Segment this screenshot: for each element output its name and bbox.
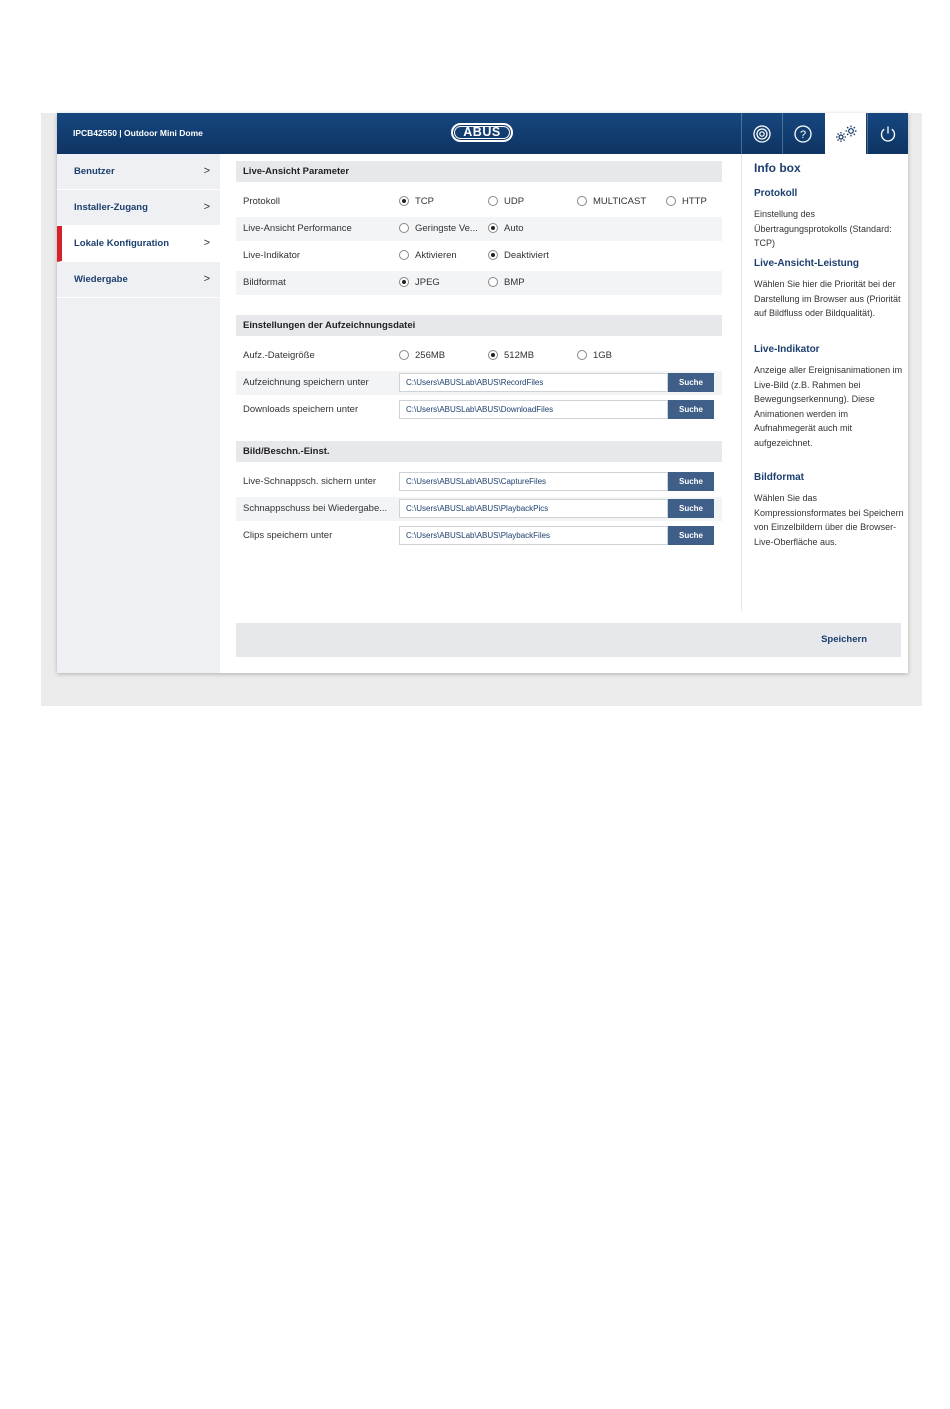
info-heading-bildformat: Bildformat	[754, 472, 804, 483]
record-path-field[interactable]: C:\Users\ABUSLab\ABUS\RecordFiles	[399, 373, 668, 392]
row-label: Live-Ansicht Performance	[243, 223, 352, 234]
row-label: Aufzeichnung speichern unter	[243, 377, 369, 388]
info-box	[741, 154, 908, 611]
power-button[interactable]	[867, 113, 908, 154]
info-heading-live-leistung: Live-Ansicht-Leistung	[754, 258, 860, 269]
sidebar-item-lokale-konfiguration[interactable]	[57, 226, 220, 262]
radio-indicator	[488, 277, 498, 287]
sidebar-item-label: Installer-Zugang	[74, 202, 148, 213]
browse-button[interactable]: Suche	[668, 526, 714, 545]
settings-button[interactable]	[825, 113, 866, 154]
row-protokoll	[236, 190, 722, 214]
chevron-right-icon: >	[203, 201, 210, 213]
browse-button[interactable]: Suche	[668, 400, 714, 419]
help-button[interactable]	[782, 113, 823, 154]
radio-indicator	[666, 196, 676, 206]
help-icon	[793, 124, 813, 144]
radio-indicator	[488, 223, 498, 233]
radio-indicator	[488, 250, 498, 260]
chevron-right-icon: >	[203, 237, 210, 249]
live-view-icon	[752, 124, 772, 144]
radio-indicator	[399, 250, 409, 260]
browse-button[interactable]: Suche	[668, 373, 714, 392]
section-header-record: Einstellungen der Aufzeichnungsdatei	[236, 315, 722, 336]
radio-indicator	[399, 350, 409, 360]
power-icon	[878, 124, 898, 144]
abus-logo: ABUS	[451, 123, 513, 142]
save-button[interactable]: Speichern	[821, 634, 867, 645]
row-label: Protokoll	[243, 196, 280, 207]
browse-button[interactable]: Suche	[668, 472, 714, 491]
info-box-title: Info box	[754, 161, 801, 175]
top-bar	[57, 113, 908, 154]
device-title: IPCB42550 | Outdoor Mini Dome	[73, 128, 203, 138]
radio-geringste-verzoegerung[interactable]: Geringste Ve...	[399, 217, 478, 241]
row-bildformat	[236, 271, 722, 295]
radio-indicator	[399, 277, 409, 287]
row-label: Schnappschuss bei Wiedergabe...	[243, 503, 388, 514]
row-live-indikator	[236, 244, 722, 268]
radio-deaktiviert[interactable]: Deaktiviert	[488, 244, 549, 268]
radio-indicator	[399, 223, 409, 233]
radio-jpeg[interactable]: JPEG	[399, 271, 440, 295]
row-dateigroesse	[236, 344, 722, 368]
row-record-path	[236, 371, 722, 395]
radio-tcp[interactable]: TCP	[399, 190, 434, 214]
info-heading-protokoll: Protokoll	[754, 188, 798, 199]
sidebar-item-label: Benutzer	[74, 166, 115, 177]
download-path-field[interactable]: C:\Users\ABUSLab\ABUS\DownloadFiles	[399, 400, 668, 419]
info-text-protokoll: Einstellung des Übertragungsprotokolls (Standard: TCP)	[754, 209, 892, 249]
row-download-path	[236, 398, 722, 422]
browse-button[interactable]: Suche	[668, 499, 714, 518]
radio-multicast[interactable]: MULTICAST	[577, 190, 646, 214]
live-view-button[interactable]	[741, 113, 782, 154]
sidebar-item-label: Lokale Konfiguration	[74, 238, 169, 249]
row-performance	[236, 217, 722, 241]
chevron-right-icon: >	[203, 165, 210, 177]
row-label: Aufz.-Dateigröße	[243, 350, 315, 361]
playback-pics-path-field[interactable]: C:\Users\ABUSLab\ABUS\PlaybackPics	[399, 499, 668, 518]
row-capture-path	[236, 470, 722, 494]
row-playback-pics-path	[236, 497, 722, 521]
radio-http[interactable]: HTTP	[666, 190, 707, 214]
info-heading-live-indikator: Live-Indikator	[754, 344, 820, 355]
radio-indicator	[577, 196, 587, 206]
info-text-live-leistung: Wählen Sie hier die Priorität bei der Darstellung im Browser aus (Priorität auf Bildfluss oder Bildqualität).	[754, 279, 901, 319]
chevron-right-icon: >	[203, 273, 210, 285]
radio-512mb[interactable]: 512MB	[488, 344, 534, 368]
radio-indicator	[488, 196, 498, 206]
row-label: Bildformat	[243, 277, 286, 288]
radio-aktivieren[interactable]: Aktivieren	[399, 244, 457, 268]
sidebar-item-wiedergabe[interactable]	[57, 262, 220, 298]
section-header-snapshot: Bild/Beschn.-Einst.	[236, 441, 722, 462]
radio-auto[interactable]: Auto	[488, 217, 524, 241]
footer-bar	[236, 623, 901, 657]
row-label: Downloads speichern unter	[243, 404, 359, 415]
capture-path-field[interactable]: C:\Users\ABUSLab\ABUS\CaptureFiles	[399, 472, 668, 491]
info-text-live-indikator: Anzeige aller Ereignisanimationen im Live-Bild (z.B. Rahmen bei Bewegungserkennung). Diese Animationen werden im Aufnahmegerät auch mit aufgezeichnet.	[754, 365, 903, 448]
row-label: Live-Indikator	[243, 250, 301, 261]
clips-path-field[interactable]: C:\Users\ABUSLab\ABUS\PlaybackFiles	[399, 526, 668, 545]
settings-icon	[833, 124, 859, 144]
svg-text:?: ?	[799, 128, 807, 141]
sidebar-item-installer-zugang[interactable]	[57, 190, 220, 226]
app-window	[57, 113, 908, 673]
row-clips-path	[236, 524, 722, 548]
row-label: Clips speichern unter	[243, 530, 333, 541]
radio-indicator	[488, 350, 498, 360]
section-header-live: Live-Ansicht Parameter	[236, 161, 722, 182]
sidebar-item-label: Wiedergabe	[74, 274, 128, 285]
radio-bmp[interactable]: BMP	[488, 271, 525, 295]
radio-udp[interactable]: UDP	[488, 190, 524, 214]
sidebar	[57, 154, 220, 673]
radio-indicator	[399, 196, 409, 206]
info-text-bildformat: Wählen Sie das Kompressionsformates bei Speichern von Einzelbildern über die Browser-Live-Oberfläche aus.	[754, 493, 904, 547]
row-label: Live-Schnappsch. sichern unter	[243, 476, 377, 487]
radio-1gb[interactable]: 1GB	[577, 344, 612, 368]
radio-256mb[interactable]: 256MB	[399, 344, 445, 368]
radio-indicator	[577, 350, 587, 360]
sidebar-item-benutzer[interactable]	[57, 154, 220, 190]
